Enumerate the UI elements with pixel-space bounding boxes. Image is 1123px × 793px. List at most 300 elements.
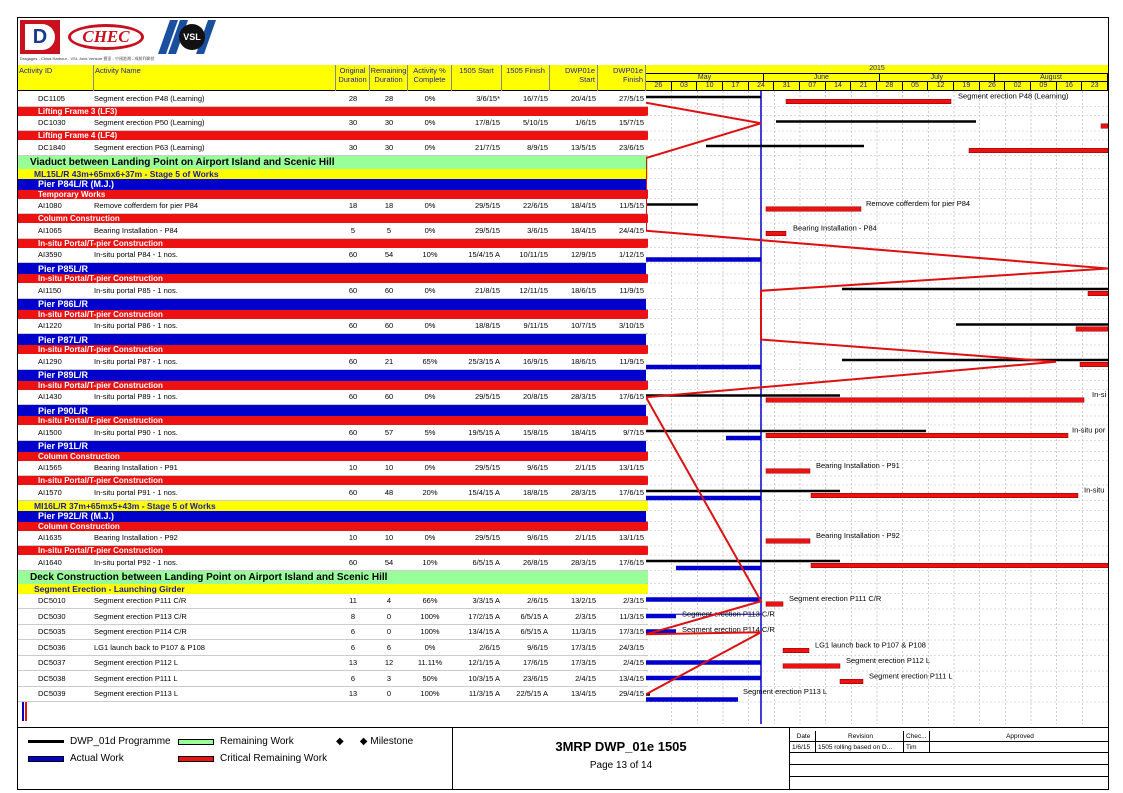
original-duration: 10 <box>348 533 358 543</box>
remaining-duration: 12 <box>384 658 394 668</box>
actual-bar <box>646 257 761 262</box>
activity-id: AI1635 <box>38 533 62 543</box>
activity-row[interactable] <box>18 283 648 299</box>
remaining-duration: 30 <box>384 142 394 152</box>
remaining-duration: 48 <box>384 487 394 497</box>
activity-percent: 0% <box>424 285 436 295</box>
finish-date: 18/8/15 <box>522 487 548 497</box>
start-date: 21/8/15 <box>474 285 500 295</box>
activity-name: In-situ portal P86 - 1 nos. <box>94 321 178 331</box>
col-activity-pct[interactable]: Activity % Complete <box>408 65 452 91</box>
activity-row[interactable] <box>18 425 648 441</box>
finish-date: 12/11/15 <box>519 285 548 295</box>
finish-date: 22/6/15 <box>522 201 548 211</box>
gantt-chart <box>646 91 1108 724</box>
activity-row[interactable] <box>18 671 648 687</box>
activity-percent: 5% <box>424 427 436 437</box>
original-duration: 10 <box>348 463 358 473</box>
remaining-duration: 18 <box>384 201 394 211</box>
legend-critical: Critical Remaining Work <box>178 753 327 764</box>
gantt-label: In-situ <box>1084 485 1105 495</box>
timescale-day: 03 <box>672 82 698 91</box>
dwp-finish-date: 24/3/15 <box>618 642 644 652</box>
activity-percent: 20% <box>422 487 438 497</box>
activity-id: DC1840 <box>38 142 66 152</box>
legend-programme: DWP_01d Programme <box>28 736 171 747</box>
wbs-band-red[interactable]: Column Construction <box>18 214 648 223</box>
activity-name: Segment erection P113 C/R <box>94 611 187 621</box>
activity-row[interactable] <box>18 354 648 370</box>
critical-bar <box>766 539 810 544</box>
original-duration: 11 <box>349 596 357 606</box>
dwp-finish-date: 3/10/15 <box>618 321 644 331</box>
actual-bar <box>646 365 761 370</box>
original-duration: 60 <box>348 487 358 497</box>
programme-bar <box>956 323 1108 326</box>
activity-name: In-situ portal P92 - 1 nos. <box>94 557 178 567</box>
original-duration: 6 <box>350 642 356 652</box>
dwp-finish-date: 2/4/15 <box>623 658 644 668</box>
gantt-label: In-situ por <box>1072 425 1106 435</box>
dwp-start-date: 13/2/15 <box>570 596 596 606</box>
dwp-start-date: 17/3/15 <box>570 642 596 652</box>
activity-row[interactable] <box>18 555 648 571</box>
remaining-duration: 0 <box>386 627 392 637</box>
activity-row[interactable] <box>18 199 648 215</box>
start-date: 15/4/15 A <box>468 487 500 497</box>
activity-percent: 0% <box>424 225 436 235</box>
critical-bar <box>786 99 951 104</box>
remaining-duration: 60 <box>384 392 394 402</box>
gantt-timescale <box>646 65 1108 91</box>
timescale-day: 26 <box>980 82 1006 91</box>
remaining-duration: 28 <box>384 93 394 103</box>
activity-id: DC1030 <box>38 118 66 128</box>
activity-percent: 0% <box>424 392 436 402</box>
col-finish[interactable]: 1505 Finish <box>502 65 550 91</box>
critical-bar <box>1088 291 1108 296</box>
activity-percent: 0% <box>424 201 436 211</box>
timescale-day: 19 <box>954 82 980 91</box>
activity-row[interactable] <box>18 609 648 625</box>
dwp-finish-date: 17/6/15 <box>618 487 644 497</box>
gantt-label: In-si <box>1092 389 1107 399</box>
wbs-band-yellow[interactable]: MI16L/R 37m+65mx5+43m - Stage 5 of Works <box>18 501 648 511</box>
remaining-duration: 30 <box>384 118 394 128</box>
activity-row[interactable] <box>18 594 648 610</box>
legend-remaining-swatch <box>178 739 214 745</box>
timescale-day: 26 <box>646 82 672 91</box>
start-date: 29/5/15 <box>474 225 500 235</box>
activity-row[interactable] <box>18 640 648 656</box>
start-date: 17/2/15 A <box>468 611 500 621</box>
activity-id: AI1500 <box>38 427 62 437</box>
gantt-label: Remove cofferdem for pier P84 <box>866 198 971 208</box>
wbs-band-yellow[interactable]: Segment Erection - Launching Girder <box>18 584 648 594</box>
start-date: 19/5/15 A <box>468 427 500 437</box>
gantt-label: Segment erection P48 (Learning) <box>958 91 1069 101</box>
finish-date: 9/6/15 <box>527 642 548 652</box>
finish-date: 9/11/15 <box>523 321 548 331</box>
start-date: 13/4/15 A <box>468 627 500 637</box>
timescale-day: 17 <box>723 82 749 91</box>
finish-date: 26/8/15 <box>522 557 548 567</box>
activity-percent: 0% <box>424 321 436 331</box>
gantt-band <box>646 405 1108 416</box>
original-duration: 8 <box>350 611 356 621</box>
finish-date: 22/5/15 A <box>516 689 548 699</box>
gantt-label: Bearing Installation - P92 <box>816 530 900 540</box>
activity-percent: 0% <box>424 642 436 652</box>
actual-bar <box>646 697 738 702</box>
dwp-start-date: 2/1/15 <box>575 463 596 473</box>
dwp-finish-date: 13/1/15 <box>618 463 644 473</box>
dwp-start-date: 18/4/15 <box>570 201 596 211</box>
gantt-label: Segment erection P113 L <box>743 686 828 696</box>
wbs-band-red[interactable]: In-situ Portal/T-pier Construction <box>18 345 648 354</box>
activity-row[interactable] <box>18 485 648 501</box>
activity-name: Remove cofferdem for pier P84 <box>94 201 199 211</box>
original-duration: 60 <box>348 557 358 567</box>
dwp-finish-date: 11/3/15 <box>619 611 644 621</box>
remaining-duration: 57 <box>384 427 394 437</box>
critical-bar <box>766 398 1084 403</box>
dwp-start-date: 10/7/15 <box>570 321 596 331</box>
dwp-finish-date: 15/7/15 <box>618 118 644 128</box>
activity-id: AI1430 <box>38 392 62 402</box>
activity-id: AI1080 <box>38 201 62 211</box>
wbs-band-blue[interactable]: Pier P92L/R (M.J.) <box>18 511 648 522</box>
start-date: 25/3/15 A <box>468 356 500 366</box>
finish-date: 3/6/15 <box>527 225 548 235</box>
col-remaining-duration[interactable]: Remaining Duration <box>370 65 408 91</box>
wbs-band-blue[interactable]: Pier P89L/R <box>18 370 648 381</box>
critical-bar <box>840 679 863 684</box>
wbs-band-blue[interactable]: Pier P87L/R <box>18 334 648 345</box>
remaining-duration: 60 <box>384 321 394 331</box>
dwp-start-date: 11/3/15 <box>571 627 596 637</box>
activity-name: Bearing Installation - P91 <box>94 463 178 473</box>
col-dwp-start[interactable]: DWP01e Start <box>550 65 598 91</box>
original-duration: 18 <box>348 201 358 211</box>
start-date: 3/3/15 A <box>472 596 500 606</box>
activity-percent: 0% <box>424 142 436 152</box>
critical-bar <box>811 563 1108 568</box>
actual-bar <box>646 597 761 602</box>
activity-id: AI3590 <box>38 250 62 260</box>
remaining-duration: 54 <box>384 557 394 567</box>
dwp-start-date: 28/3/15 <box>570 487 596 497</box>
activity-id: DC5037 <box>38 658 66 668</box>
gantt-label: LG1 launch back to P107 & P108 <box>815 640 926 650</box>
dwp-finish-date: 17/3/15 <box>618 627 644 637</box>
wbs-band-green[interactable]: Deck Construction between Landing Point on Airport Island and Scenic Hill <box>18 571 648 584</box>
activity-name: Segment erection P112 L <box>94 658 179 668</box>
wbs-band-blue[interactable]: Pier P90L/R <box>18 405 648 416</box>
critical-bar <box>783 664 840 669</box>
timescale-day: 09 <box>1031 82 1057 91</box>
actual-bar <box>646 676 761 681</box>
activity-row[interactable] <box>18 531 648 547</box>
dwp-finish-date: 13/1/15 <box>618 533 644 543</box>
timescale-month: May <box>646 74 764 82</box>
wbs-band-red[interactable]: Temporary Works <box>18 190 648 199</box>
remaining-duration: 21 <box>384 356 394 366</box>
activity-id: DC5035 <box>38 627 66 637</box>
finish-date: 2/6/15 <box>527 596 548 606</box>
activity-name: In-situ portal P91 - 1 nos. <box>94 487 178 497</box>
company-logos <box>18 18 218 64</box>
remaining-duration: 3 <box>386 673 392 683</box>
activity-percent: 10% <box>422 250 438 260</box>
dwp-start-date: 17/3/15 <box>570 658 596 668</box>
finish-date: 23/6/15 <box>522 673 548 683</box>
activity-row[interactable] <box>18 390 648 406</box>
activity-percent: 0% <box>424 533 436 543</box>
actual-bar <box>646 614 676 619</box>
activity-percent: 100% <box>420 627 440 637</box>
activity-id: DC5036 <box>38 642 66 652</box>
dwp-start-date: 18/4/15 <box>570 427 596 437</box>
activity-row[interactable] <box>18 116 648 132</box>
dwp-finish-date: 29/4/15 <box>618 689 644 699</box>
wbs-band-red[interactable]: In-situ Portal/T-pier Construction <box>18 546 648 555</box>
logo-subtitle: Dragages - China Harbour - VSL Joint Venture 寶嘉 - 中國港灣 - 威勝利聯營 <box>20 56 155 61</box>
gantt-label: Bearing Installation - P91 <box>816 460 900 470</box>
col-original-duration[interactable]: Original Duration <box>336 65 370 91</box>
timescale-year: 2015 <box>646 65 1108 74</box>
activity-id: AI1570 <box>38 487 62 497</box>
activity-name: Bearing Installation - P84 <box>94 225 178 235</box>
start-date: 18/8/15 <box>474 321 500 331</box>
dwp-finish-date: 23/6/15 <box>618 142 644 152</box>
remaining-duration: 54 <box>384 250 394 260</box>
finish-date: 16/7/15 <box>522 93 548 103</box>
col-activity-id[interactable]: Activity ID <box>18 65 94 91</box>
gantt-label: Segment erection P111 L <box>869 671 953 681</box>
revision-table: Date Revision Chec... Approved 1/6/15 1505 rolling based on D... Tim <box>790 728 1108 790</box>
dwp-finish-date: 2/3/15 <box>623 596 644 606</box>
wbs-band-red[interactable]: In-situ Portal/T-pier Construction <box>18 381 648 390</box>
start-date: 21/7/15 <box>474 142 500 152</box>
diamond-icon: ◆ <box>336 736 344 747</box>
finish-date: 6/5/15 A <box>520 611 548 621</box>
activity-name: Segment erection P113 L <box>94 689 179 699</box>
gantt-band <box>646 441 1108 452</box>
original-duration: 60 <box>348 392 358 402</box>
dwp-start-date: 18/6/15 <box>570 285 596 295</box>
activity-row[interactable] <box>18 319 648 335</box>
activity-percent: 0% <box>424 93 436 103</box>
critical-bar <box>766 231 786 236</box>
table-header <box>18 65 1108 91</box>
schedule-title: 3MRP DWP_01e 1505 <box>555 739 687 754</box>
start-date: 29/5/15 <box>474 392 500 402</box>
programme-bar <box>706 145 864 148</box>
dwp-finish-date: 17/6/15 <box>618 392 644 402</box>
start-date: 29/5/15 <box>474 533 500 543</box>
wbs-band-yellow[interactable]: ML15L/R 43m+65mx6+37m - Stage 5 of Works <box>18 169 648 179</box>
critical-bar <box>1101 124 1108 129</box>
activity-percent: 66% <box>422 596 438 606</box>
wbs-band-red[interactable]: In-situ Portal/T-pier Construction <box>18 274 648 283</box>
programme-bar <box>646 203 698 206</box>
activity-name: Segment erection P111 L <box>94 673 178 683</box>
activity-id: AI1290 <box>38 356 62 366</box>
dwp-finish-date: 11/5/15 <box>619 201 644 211</box>
timescale-month: June <box>764 74 880 82</box>
finish-date: 16/9/15 <box>522 356 548 366</box>
wbs-band-red[interactable]: In-situ Portal/T-pier Construction <box>18 416 648 425</box>
start-date: 3/6/15* <box>476 93 500 103</box>
finish-date: 8/9/15 <box>527 142 548 152</box>
col-start[interactable]: 1505 Start <box>452 65 502 91</box>
timescale-day: 05 <box>903 82 929 91</box>
dwp-start-date: 2/4/15 <box>575 673 596 683</box>
dwp-finish-date: 17/6/15 <box>618 557 644 567</box>
critical-bar <box>1080 362 1108 367</box>
original-duration: 60 <box>348 250 358 260</box>
original-duration: 6 <box>350 627 356 637</box>
legend-actual: Actual Work <box>28 753 124 764</box>
timescale-month: July <box>880 74 996 82</box>
wbs-band-red[interactable]: In-situ Portal/T-pier Construction <box>18 239 648 248</box>
programme-bar <box>842 359 1108 362</box>
legend-programme-swatch <box>28 740 64 743</box>
dwp-start-date: 2/3/15 <box>575 611 596 621</box>
activity-name: In-situ portal P85 - 1 nos. <box>94 285 178 295</box>
start-date: 6/5/15 A <box>472 557 500 567</box>
original-duration: 30 <box>348 142 358 152</box>
critical-bar <box>1076 327 1108 332</box>
activity-name: In-situ portal P90 - 1 nos. <box>94 427 178 437</box>
wbs-band-red[interactable]: Lifting Frame 4 (LF4) <box>18 131 648 140</box>
original-duration: 5 <box>350 225 356 235</box>
critical-bar <box>766 433 1068 438</box>
original-duration: 13 <box>348 689 358 699</box>
original-duration: 6 <box>350 673 356 683</box>
activity-id: DC5039 <box>38 689 66 699</box>
activity-name: In-situ portal P84 - 1 nos. <box>94 250 178 260</box>
activity-id: DC5030 <box>38 611 66 621</box>
activity-id: DC1105 <box>38 93 65 103</box>
dwp-start-date: 28/3/15 <box>570 557 596 567</box>
vsl-logo <box>156 20 216 54</box>
activity-name: Segment erection P111 C/R <box>94 596 187 606</box>
remaining-duration: 60 <box>384 285 394 295</box>
timescale-day: 14 <box>826 82 852 91</box>
activity-row[interactable] <box>18 223 648 239</box>
gantt-label: Bearing Installation - P84 <box>793 223 877 233</box>
finish-date: 15/8/15 <box>522 427 548 437</box>
remaining-duration: 0 <box>386 611 392 621</box>
activity-row[interactable] <box>18 625 648 641</box>
col-dwp-finish[interactable]: DWP01e Finish <box>598 65 646 91</box>
col-activity-name[interactable]: Activity Name <box>94 65 336 91</box>
wbs-band-blue[interactable]: Pier P86L/R <box>18 299 648 310</box>
wbs-band-red[interactable]: Column Construction <box>18 452 648 461</box>
svg-text:VSL: VSL <box>183 32 201 42</box>
original-duration: 60 <box>348 356 358 366</box>
start-date: 29/5/15 <box>474 201 500 211</box>
activity-row[interactable] <box>18 91 648 107</box>
original-duration: 30 <box>348 118 358 128</box>
gantt-label: Segment erection P113 C/R <box>682 609 775 619</box>
wbs-band-blue[interactable]: Pier P84L/R (M.J.) <box>18 179 648 190</box>
activity-row[interactable] <box>18 687 648 703</box>
finish-date: 9/6/15 <box>527 463 548 473</box>
timescale-day: 07 <box>800 82 826 91</box>
programme-bar <box>646 96 761 99</box>
wbs-band-blue[interactable]: Pier P91L/R <box>18 441 648 452</box>
activity-id: DC5038 <box>38 673 66 683</box>
timescale-day: 24 <box>749 82 775 91</box>
wbs-band-red[interactable]: Lifting Frame 3 (LF3) <box>18 107 648 116</box>
original-duration: 60 <box>348 427 358 437</box>
original-duration: 60 <box>348 285 358 295</box>
legend-critical-swatch <box>178 756 214 762</box>
activity-name: Segment erection P50 (Learning) <box>94 118 205 128</box>
actual-bar <box>726 436 761 441</box>
legend-actual-swatch <box>28 756 64 762</box>
activity-name: In-situ portal P89 - 1 nos. <box>94 392 178 402</box>
actual-bar <box>676 566 761 571</box>
wbs-band-red[interactable]: Column Construction <box>18 522 648 531</box>
activity-percent: 0% <box>424 118 436 128</box>
wbs-band-red[interactable]: In-situ Portal/T-pier Construction <box>18 476 648 485</box>
timescale-day: 31 <box>774 82 800 91</box>
activity-percent: 11.11% <box>417 658 443 668</box>
gantt-label: Segment erection P111 C/R <box>789 593 882 603</box>
remaining-duration: 10 <box>384 463 394 473</box>
dwp-finish-date: 11/9/15 <box>619 356 644 366</box>
activity-percent: 100% <box>420 611 440 621</box>
activity-name: Segment erection P63 (Learning) <box>94 142 205 152</box>
dwp-start-date: 18/6/15 <box>570 356 596 366</box>
critical-bar <box>766 469 810 474</box>
dwp-start-date: 12/9/15 <box>570 250 596 260</box>
dwp-finish-date: 24/4/15 <box>618 225 644 235</box>
activity-row[interactable] <box>18 656 648 672</box>
dwp-finish-date: 1/12/15 <box>618 250 644 260</box>
activity-percent: 100% <box>420 689 440 699</box>
remaining-duration: 4 <box>386 596 392 606</box>
timescale-day: 16 <box>1057 82 1083 91</box>
critical-bar <box>766 207 861 212</box>
remaining-duration: 10 <box>384 533 394 543</box>
wbs-band-red[interactable]: In-situ Portal/T-pier Construction <box>18 310 648 319</box>
wbs-band-blue[interactable]: Pier P85L/R <box>18 263 648 274</box>
activity-row[interactable] <box>18 248 648 264</box>
start-date: 12/1/15 A <box>468 658 500 668</box>
finish-date: 6/5/15 A <box>520 627 548 637</box>
activity-id: AI1640 <box>38 557 62 567</box>
gantt-label: Segment erection P112 L <box>846 655 931 665</box>
activity-row[interactable] <box>18 140 648 156</box>
finish-date: 20/8/15 <box>522 392 548 402</box>
start-date: 11/3/15 A <box>468 689 500 699</box>
start-date: 10/3/15 A <box>468 673 500 683</box>
activity-percent: 0% <box>424 463 436 473</box>
activity-row[interactable] <box>18 461 648 477</box>
wbs-band-green[interactable]: Viaduct between Landing Point on Airport Island and Scenic Hill <box>18 156 648 169</box>
programme-bar <box>776 120 976 123</box>
footer <box>18 727 1108 789</box>
activity-id: AI1565 <box>38 463 62 473</box>
dragages-logo: D <box>20 20 60 54</box>
legend-remaining: Remaining Work <box>178 736 294 747</box>
finish-date: 17/6/15 <box>522 658 548 668</box>
